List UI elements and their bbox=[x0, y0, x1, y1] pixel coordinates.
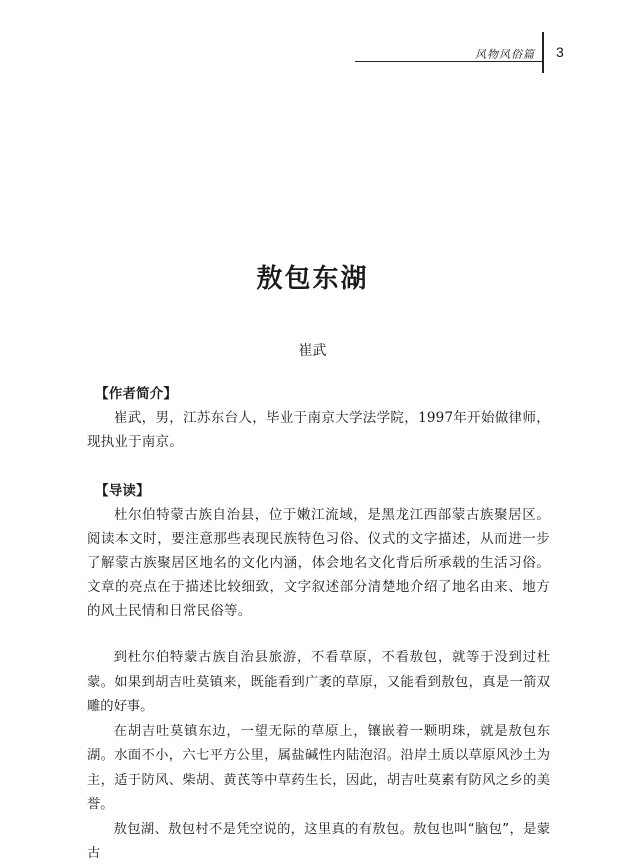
author-intro-section bbox=[87, 382, 550, 454]
article-author: 崔武 bbox=[298, 343, 327, 359]
running-head: 风物风俗篇 bbox=[475, 48, 535, 61]
author-intro-heading: 【作者简介】 bbox=[95, 386, 178, 402]
body-paragraph: 敖包湖、敖包村不是凭空说的，这里真的有敖包。敖包也叫“脑包”，是蒙古 bbox=[87, 821, 550, 861]
guide-text: 杜尔伯特蒙古族自治县，位于嫩江流域，是黑龙江西部蒙古族聚居区。阅读本文时，要注意那些表现民族特色习俗、仪式的文字描述，从而进一步了解蒙古族聚居区地名的文化内涵，体会地名文化背后所承载的生活习俗。文章的亮点在于描述比较细致，文字叙述部分清楚地介绍了地名由来、地方的风土民情和日常民俗等。 bbox=[87, 507, 550, 619]
author-intro-text: 崔武，男，江苏东台人，毕业于南京大学法学院，1997年开始做律师，现执业于南京。 bbox=[87, 410, 550, 450]
guide-section bbox=[87, 479, 550, 623]
body-paragraph: 到杜尔伯特蒙古族自治县旅游，不看草原，不看敖包，就等于没到过杜蒙。如果到胡吉吐莫镇来，既能看到广袤的草原，又能看到敖包，真是一箭双雕的好事。 bbox=[87, 650, 550, 714]
header-vertical-rule bbox=[542, 32, 544, 73]
page-number: 3 bbox=[556, 44, 564, 60]
article-title: 敖包东湖 bbox=[256, 264, 369, 294]
body-section bbox=[87, 646, 550, 867]
body-paragraph: 在胡吉吐莫镇东边，一望无际的草原上，镶嵌着一颗明珠，就是敖包东湖。水面不小，六七平方公里，属盐碱性内陆泡沼。沿岸土质以草原风沙土为主，适于防风、柴胡、黄芪等中草药生长，因此，胡吉吐莫素有防风之乡的美誉。 bbox=[87, 723, 550, 812]
guide-heading: 【导读】 bbox=[95, 483, 150, 499]
